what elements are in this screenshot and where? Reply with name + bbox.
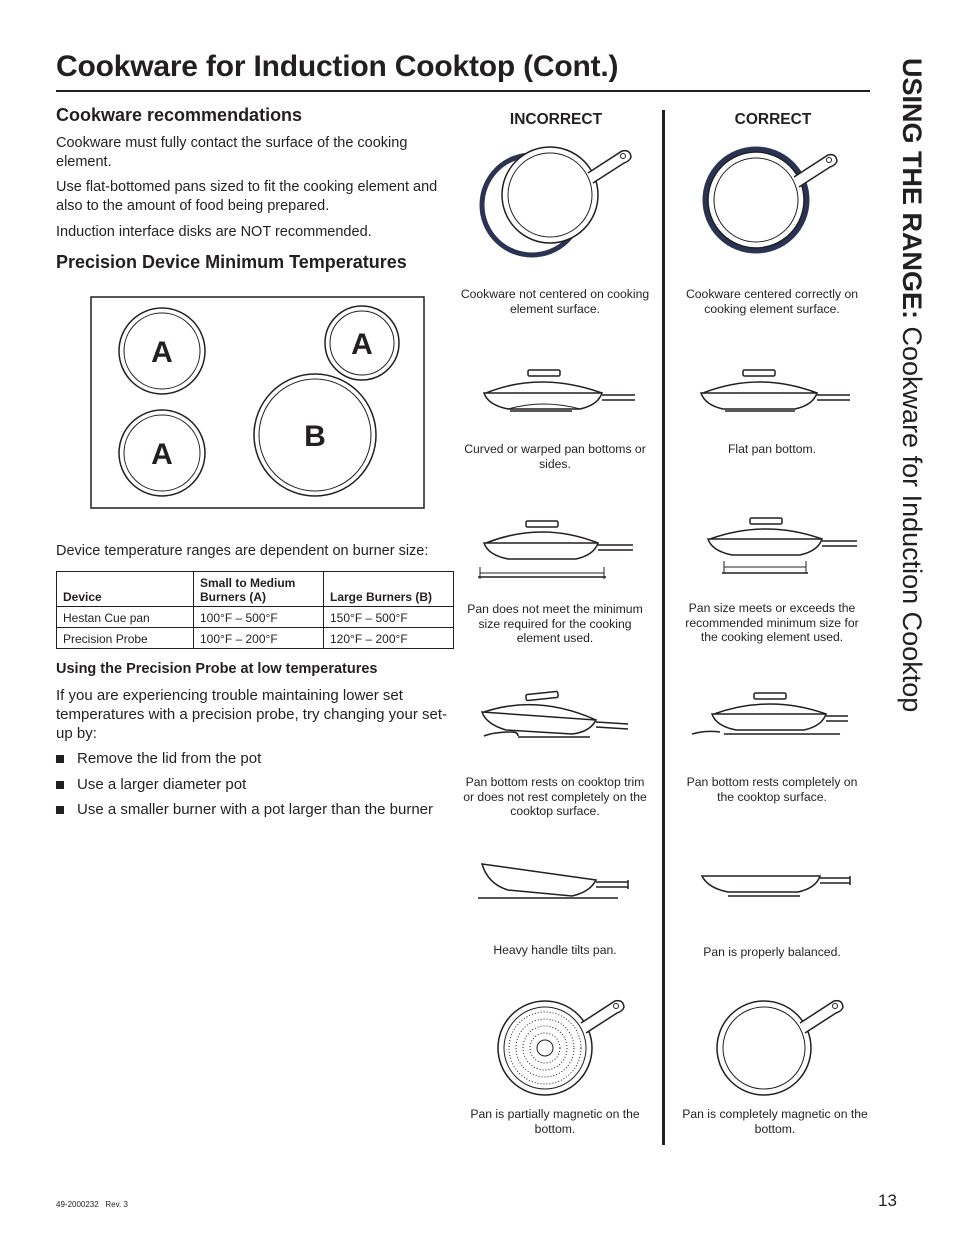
- table-row: [57, 628, 454, 649]
- temperature-intro: Device temperature ranges are dependent on burner size:: [56, 543, 429, 559]
- recommendation-paragraph: Induction interface disks are NOT recommended.: [56, 224, 372, 240]
- recommendation-paragraph: Cookware must fully contact the surface of the cooking element.: [56, 135, 408, 170]
- cooktop-burner-diagram: [90, 296, 426, 510]
- fully-magnetic-pan-illustration: [714, 995, 854, 1100]
- correct-column-heading: CORRECT: [734, 111, 812, 128]
- pan-flush-on-cooktop-illustration: [690, 690, 852, 742]
- correct-caption: Pan size meets or exceeds the recommended minimum size for the cooking element used.: [685, 601, 859, 644]
- incorrect-caption: Pan does not meet the minimum size required for the cooking element used.: [467, 602, 643, 645]
- pan-on-trim-illustration: [478, 690, 638, 742]
- burner-label: A: [151, 438, 173, 471]
- table-cell: 100°F – 500°F: [194, 607, 324, 628]
- off-center-pan-illustration: [470, 145, 640, 265]
- precision-heading: Precision Device Minimum Temperatures: [56, 252, 407, 272]
- correct-caption: Cookware centered correctly on cooking element surface.: [685, 287, 859, 316]
- incorrect-caption: Pan is partially magnetic on the bottom.: [470, 1107, 640, 1136]
- partially-magnetic-pan-illustration: [495, 995, 635, 1100]
- undersized-pan-illustration: [478, 515, 638, 581]
- burner-label: A: [351, 328, 373, 361]
- side-tab-section: USING THE RANGE:: [897, 58, 927, 320]
- table-header-row: [57, 572, 454, 607]
- table-cell: 120°F – 200°F: [324, 628, 454, 649]
- warped-pan-illustration: [480, 365, 640, 415]
- low-temp-intro: If you are experiencing trouble maintaining lower set temperatures with a precision probe, try changing your set-up by:: [56, 687, 448, 742]
- table-cell: 100°F – 200°F: [194, 628, 324, 649]
- page-title: Cookware for Induction Cooktop (Cont.): [56, 50, 619, 83]
- page-number: 13: [878, 1191, 897, 1210]
- table-row: [57, 607, 454, 628]
- incorrect-caption: Pan bottom rests on cooktop trim or does not rest completely on the cooktop surface.: [463, 775, 647, 818]
- correct-caption: Pan is completely magnetic on the bottom.: [682, 1107, 868, 1136]
- table-header: Small to Medium Burners (A): [194, 572, 324, 607]
- table-header: Device: [57, 572, 194, 607]
- side-tab-topic: Cookware for Induction Cooktop: [897, 319, 927, 713]
- side-tab: [892, 58, 932, 818]
- burner-label: A: [151, 336, 173, 369]
- recommendations-heading: Cookware recommendations: [56, 105, 303, 125]
- document-number: 49-2000232 Rev. 3: [56, 1200, 128, 1209]
- table-cell: Hestan Cue pan: [57, 607, 194, 628]
- correct-caption: Pan is properly balanced.: [703, 945, 841, 959]
- correct-caption: Pan bottom rests completely on the cooktop surface.: [686, 775, 858, 804]
- low-temp-tips: [56, 750, 456, 827]
- table-cell: Precision Probe: [57, 628, 194, 649]
- adequate-size-pan-illustration: [702, 515, 862, 581]
- incorrect-column-heading: INCORRECT: [509, 111, 603, 128]
- column-divider: [662, 110, 665, 1145]
- table-cell: 150°F – 500°F: [324, 607, 454, 628]
- incorrect-caption: Cookware not centered on cooking element surface.: [460, 287, 650, 316]
- correct-caption: Flat pan bottom.: [727, 442, 817, 456]
- tilted-pan-illustration: [478, 860, 638, 902]
- centered-pan-illustration: [694, 145, 864, 265]
- flat-pan-illustration: [695, 365, 855, 415]
- list-item: Remove the lid from the pot: [56, 750, 456, 776]
- recommendation-paragraph: Use flat-bottomed pans sized to fit the cooking element and also to the amount of food being prepared.: [56, 179, 438, 214]
- title-rule: [56, 90, 870, 92]
- temperature-table: [56, 571, 454, 649]
- incorrect-caption: Heavy handle tilts pan.: [493, 943, 617, 957]
- table-header: Large Burners (B): [324, 572, 454, 607]
- list-item: Use a smaller burner with a pot larger than the burner: [56, 801, 456, 827]
- incorrect-caption: Curved or warped pan bottoms or sides.: [464, 442, 646, 471]
- burner-label: B: [304, 420, 326, 453]
- balanced-pan-illustration: [700, 870, 860, 900]
- low-temp-heading: Using the Precision Probe at low temperatures: [56, 661, 378, 677]
- list-item: Use a larger diameter pot: [56, 776, 456, 802]
